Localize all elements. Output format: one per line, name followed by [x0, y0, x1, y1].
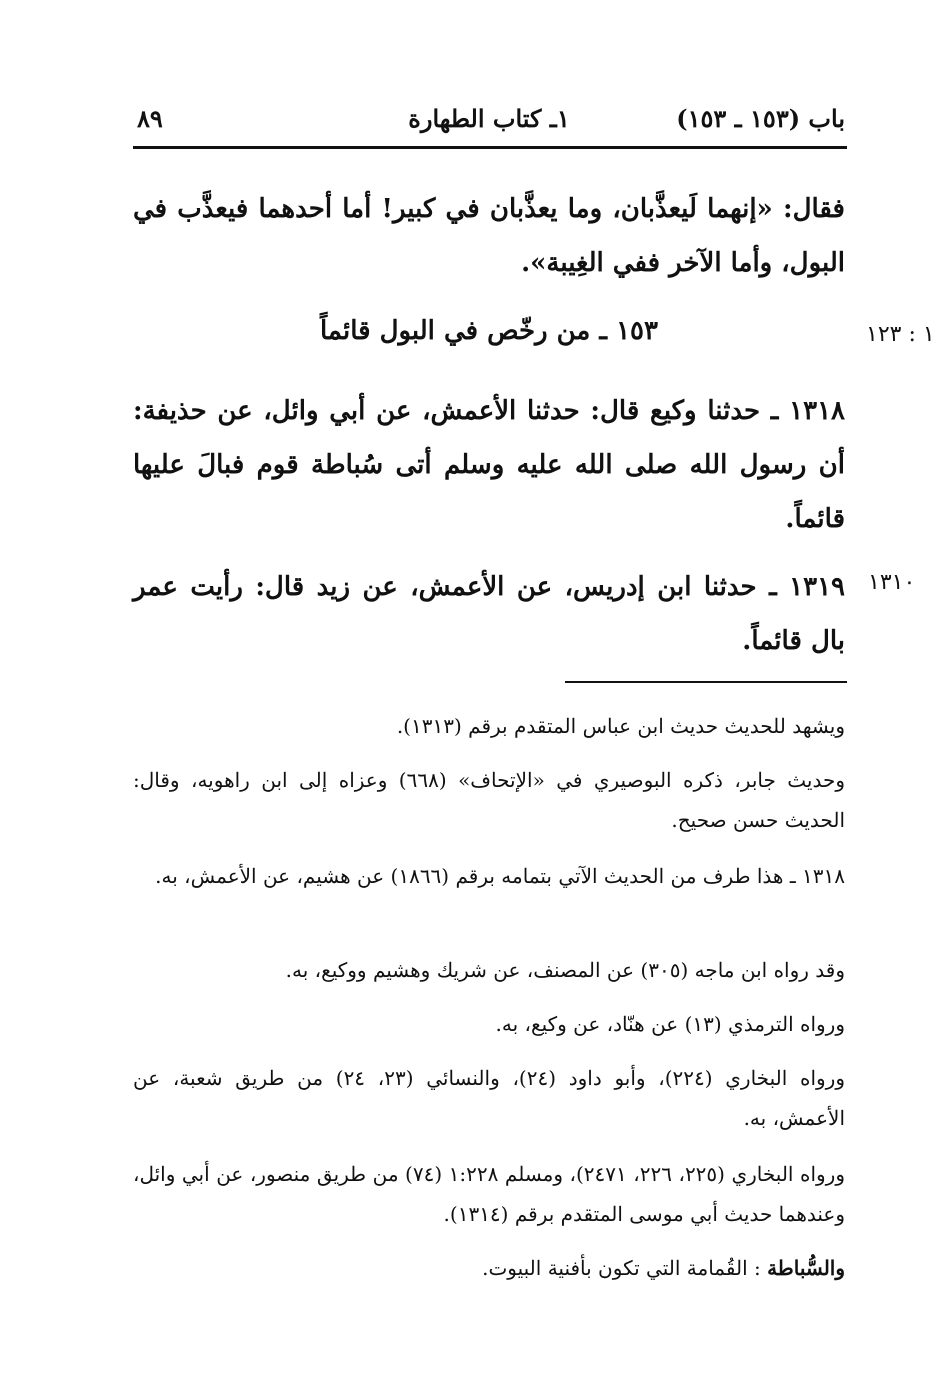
running-header [133, 100, 845, 140]
page-number: ٨٩ [137, 104, 163, 133]
footnote-item: وقد رواه ابن ماجه (٣٠٥) عن المصنف، عن شريك وهشيم ووكيع، به. [285, 958, 845, 982]
gloss-definition: : القُمامة التي تكون بأفنية البيوت. [482, 1256, 761, 1280]
book-title: ١ـ كتاب الطهارة [408, 104, 570, 133]
header-rule [133, 146, 847, 149]
footnote-item: ويشهد للحديث حديث ابن عباس المتقدم برقم (١٣١٣). [396, 714, 845, 738]
chapter-range: باب (١٥٣ ـ ١٥٣) [676, 104, 845, 133]
intro-paragraph: فقال: «إنهما لَيعذَّبان، وما يعذَّبان في كبير! أما أحدهما فيعذَّب في البول، وأما الآخر ففي الغِيبة». [133, 194, 845, 278]
gloss-term: والسُّباطة [767, 1256, 845, 1280]
section-margin-ref: ١ : ١٢٣ [866, 322, 935, 347]
section-heading: ١٥٣ ـ من رخّص في البول قائماً [320, 316, 658, 346]
hadith-1318: ١٣١٨ ـ حدثنا وكيع قال: حدثنا الأعمش، عن أبي وائل، عن حذيفة: أن رسول الله صلى الله عليه وسلم أتى سُباطة قوم فبالَ عليها قائماً. [133, 396, 845, 534]
footnote-rule [565, 681, 847, 683]
footnote-item: ورواه البخاري (٢٢٤)، وأبو داود (٢٤)، والنسائي (٢٣، ٢٤) من طريق شعبة، عن الأعمش، به. [133, 1066, 846, 1130]
footnote-item: وحديث جابر، ذكره البوصيري في «الإتحاف» (٦٦٨) وعزاه إلى ابن راهويه، وقال: الحديث حسن صحيح. [133, 768, 846, 832]
hadith-1319: ١٣١٩ ـ حدثنا ابن إدريس، عن الأعمش، عن زيد قال: رأيت عمر بال قائماً. [133, 572, 845, 656]
hadith-1319-margin-ref: ١٣١٠ [868, 570, 916, 595]
gloss-line [133, 1248, 845, 1288]
footnote-item: ورواه البخاري (٢٢٥، ٢٢٦، ٢٤٧١)، ومسلم ١:٢٢٨ (٧٤) من طريق منصور، عن أبي وائل، وعندهما حديث أبي موسى المتقدم برقم (١٣١٤). [133, 1162, 845, 1226]
footnote-item: ورواه الترمذي (١٣) عن هنّاد، عن وكيع، به. [495, 1012, 845, 1036]
footnote-item: ١٣١٨ ـ هذا طرف من الحديث الآتي بتمامه برقم (١٨٦٦) عن هشيم، عن الأعمش، به. [155, 864, 845, 888]
